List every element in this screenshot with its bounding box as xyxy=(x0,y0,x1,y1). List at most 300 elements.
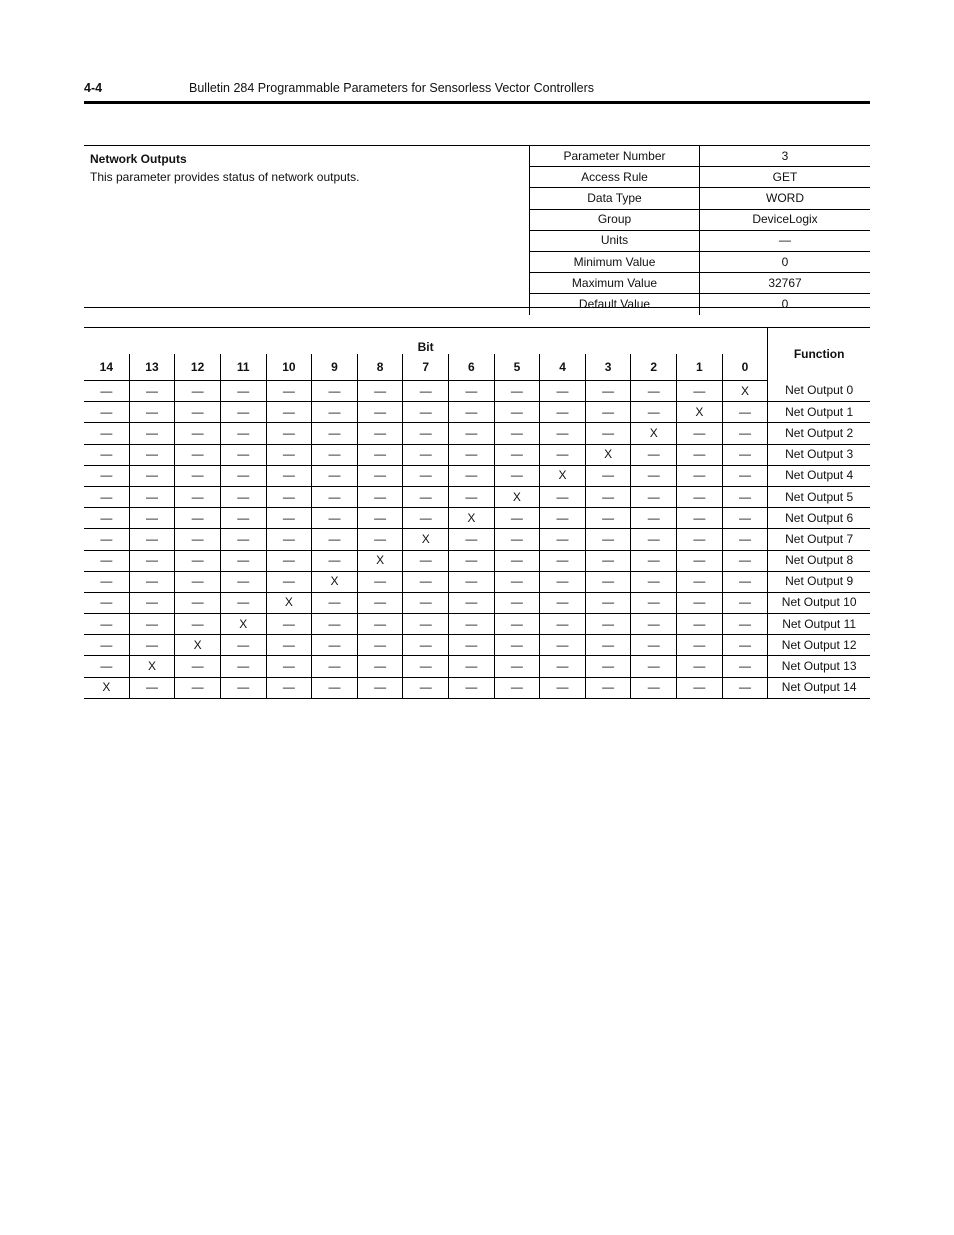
bit-number-header: 7 xyxy=(403,354,449,381)
bit-clear-marker: — xyxy=(585,614,631,635)
function-cell: Net Output 2 xyxy=(768,423,870,444)
bit-clear-marker: — xyxy=(266,423,312,444)
bit-clear-marker: — xyxy=(175,656,221,677)
property-row xyxy=(530,294,871,315)
bit-number-header: 3 xyxy=(585,354,631,381)
bit-clear-marker: — xyxy=(175,486,221,507)
bit-clear-marker: — xyxy=(494,592,540,613)
bit-clear-marker: — xyxy=(175,465,221,486)
bit-set-marker: X xyxy=(129,656,175,677)
bit-clear-marker: — xyxy=(357,571,403,592)
bit-set-marker: X xyxy=(631,423,677,444)
property-value: GET xyxy=(700,167,871,188)
function-cell: Net Output 5 xyxy=(768,486,870,507)
property-value: 0 xyxy=(700,251,871,272)
bit-clear-marker: — xyxy=(266,677,312,698)
bit-clear-marker: — xyxy=(494,402,540,423)
bit-clear-marker: — xyxy=(129,423,175,444)
bit-clear-marker: — xyxy=(175,402,221,423)
bit-clear-marker: — xyxy=(403,508,449,529)
table-row xyxy=(84,423,870,444)
bit-clear-marker: — xyxy=(357,635,403,656)
bit-clear-marker: — xyxy=(403,381,449,402)
bit-clear-marker: — xyxy=(220,677,266,698)
bit-clear-marker: — xyxy=(494,423,540,444)
property-row xyxy=(530,146,871,167)
bit-clear-marker: — xyxy=(84,614,129,635)
bit-clear-marker: — xyxy=(403,423,449,444)
bit-clear-marker: — xyxy=(403,571,449,592)
property-row xyxy=(530,167,871,188)
bit-clear-marker: — xyxy=(84,508,129,529)
bit-clear-marker: — xyxy=(494,677,540,698)
bit-clear-marker: — xyxy=(403,635,449,656)
bit-clear-marker: — xyxy=(357,656,403,677)
bit-header: Bit xyxy=(417,340,434,354)
bit-clear-marker: — xyxy=(585,656,631,677)
bit-clear-marker: — xyxy=(722,508,768,529)
bit-clear-marker: — xyxy=(449,635,495,656)
bit-clear-marker: — xyxy=(585,486,631,507)
bit-number-header: 0 xyxy=(722,354,768,381)
bit-clear-marker: — xyxy=(175,571,221,592)
parameter-description: This parameter provides status of network outputs. xyxy=(90,170,360,184)
bit-number-header: 4 xyxy=(540,354,586,381)
bit-clear-marker: — xyxy=(357,423,403,444)
bit-clear-marker: — xyxy=(722,550,768,571)
bit-clear-marker: — xyxy=(312,508,358,529)
bit-clear-marker: — xyxy=(722,486,768,507)
bit-clear-marker: — xyxy=(677,423,723,444)
bit-clear-marker: — xyxy=(677,550,723,571)
bit-number-header: 6 xyxy=(449,354,495,381)
bit-number-header: 2 xyxy=(631,354,677,381)
bit-set-marker: X xyxy=(220,614,266,635)
bit-clear-marker: — xyxy=(175,381,221,402)
bit-clear-marker: — xyxy=(220,571,266,592)
table-row xyxy=(84,508,870,529)
function-cell: Net Output 13 xyxy=(768,656,870,677)
bit-clear-marker: — xyxy=(357,614,403,635)
bit-clear-marker: — xyxy=(722,635,768,656)
bit-clear-marker: — xyxy=(220,550,266,571)
bit-clear-marker: — xyxy=(266,508,312,529)
bit-set-marker: X xyxy=(403,529,449,550)
bit-clear-marker: — xyxy=(129,614,175,635)
parameter-summary xyxy=(90,150,359,186)
bit-clear-marker: — xyxy=(312,635,358,656)
bit-clear-marker: — xyxy=(84,592,129,613)
table-row xyxy=(84,635,870,656)
bit-clear-marker: — xyxy=(266,465,312,486)
property-value: — xyxy=(700,230,871,251)
function-cell: Net Output 4 xyxy=(768,465,870,486)
bit-clear-marker: — xyxy=(677,571,723,592)
bit-set-marker: X xyxy=(677,402,723,423)
bit-clear-marker: — xyxy=(175,677,221,698)
bit-clear-marker: — xyxy=(677,444,723,465)
bit-clear-marker: — xyxy=(312,465,358,486)
function-cell: Net Output 3 xyxy=(768,444,870,465)
bit-clear-marker: — xyxy=(220,656,266,677)
bit-clear-marker: — xyxy=(677,381,723,402)
bit-clear-marker: — xyxy=(266,529,312,550)
bit-clear-marker: — xyxy=(84,381,129,402)
bit-set-marker: X xyxy=(449,508,495,529)
bit-clear-marker: — xyxy=(357,402,403,423)
bit-clear-marker: — xyxy=(722,529,768,550)
function-cell: Net Output 6 xyxy=(768,508,870,529)
bit-clear-marker: — xyxy=(631,592,677,613)
bit-clear-marker: — xyxy=(722,571,768,592)
table-row xyxy=(84,444,870,465)
bit-clear-marker: — xyxy=(84,465,129,486)
property-label: Default Value xyxy=(530,294,700,315)
bit-set-marker: X xyxy=(494,486,540,507)
bit-clear-marker: — xyxy=(312,423,358,444)
table-row xyxy=(84,677,870,698)
bit-clear-marker: — xyxy=(540,592,586,613)
bit-clear-marker: — xyxy=(494,550,540,571)
bit-clear-marker: — xyxy=(220,444,266,465)
bit-clear-marker: — xyxy=(540,614,586,635)
table-row xyxy=(84,529,870,550)
bit-clear-marker: — xyxy=(722,444,768,465)
bit-function-table xyxy=(84,327,870,699)
bit-clear-marker: — xyxy=(129,381,175,402)
bit-clear-marker: — xyxy=(631,614,677,635)
bit-clear-marker: — xyxy=(722,465,768,486)
bit-clear-marker: — xyxy=(631,508,677,529)
bit-clear-marker: — xyxy=(585,529,631,550)
bit-clear-marker: — xyxy=(175,592,221,613)
property-row xyxy=(530,209,871,230)
bit-clear-marker: — xyxy=(312,381,358,402)
bit-clear-marker: — xyxy=(266,486,312,507)
property-label: Access Rule xyxy=(530,167,700,188)
bit-clear-marker: — xyxy=(220,486,266,507)
bit-clear-marker: — xyxy=(403,592,449,613)
bit-clear-marker: — xyxy=(266,656,312,677)
property-row xyxy=(530,251,871,272)
bit-clear-marker: — xyxy=(129,677,175,698)
bit-clear-marker: — xyxy=(357,529,403,550)
property-value: 32767 xyxy=(700,273,871,294)
bit-clear-marker: — xyxy=(129,635,175,656)
bit-clear-marker: — xyxy=(403,465,449,486)
bit-set-marker: X xyxy=(312,571,358,592)
running-title: Bulletin 284 Programmable Parameters for Sensorless Vector Controllers xyxy=(189,81,595,95)
bit-clear-marker: — xyxy=(449,381,495,402)
bit-clear-marker: — xyxy=(585,402,631,423)
table-row xyxy=(84,614,870,635)
bit-clear-marker: — xyxy=(540,529,586,550)
bit-clear-marker: — xyxy=(677,677,723,698)
bit-clear-marker: — xyxy=(266,635,312,656)
bit-clear-marker: — xyxy=(631,402,677,423)
bit-clear-marker: — xyxy=(403,402,449,423)
bit-clear-marker: — xyxy=(129,465,175,486)
bit-clear-marker: — xyxy=(540,571,586,592)
bit-clear-marker: — xyxy=(540,486,586,507)
bit-number-header: 8 xyxy=(357,354,403,381)
function-cell: Net Output 14 xyxy=(768,677,870,698)
bit-clear-marker: — xyxy=(449,677,495,698)
bit-clear-marker: — xyxy=(540,402,586,423)
bit-clear-marker: — xyxy=(585,635,631,656)
bit-clear-marker: — xyxy=(585,550,631,571)
bit-clear-marker: — xyxy=(449,529,495,550)
table-row xyxy=(84,465,870,486)
bit-clear-marker: — xyxy=(631,656,677,677)
bit-clear-marker: — xyxy=(631,635,677,656)
function-cell: Net Output 7 xyxy=(768,529,870,550)
bit-clear-marker: — xyxy=(220,381,266,402)
property-row xyxy=(530,230,871,251)
bit-set-marker: X xyxy=(266,592,312,613)
bit-clear-marker: — xyxy=(631,550,677,571)
bit-clear-marker: — xyxy=(129,444,175,465)
property-value: 0 xyxy=(781,296,789,311)
bit-clear-marker: — xyxy=(129,592,175,613)
bit-clear-marker: — xyxy=(722,423,768,444)
bit-clear-marker: — xyxy=(677,656,723,677)
function-cell: Net Output 11 xyxy=(768,614,870,635)
bit-clear-marker: — xyxy=(631,486,677,507)
bit-clear-marker: — xyxy=(175,423,221,444)
bit-clear-marker: — xyxy=(722,677,768,698)
bit-clear-marker: — xyxy=(449,486,495,507)
property-label: Group xyxy=(530,209,700,230)
bit-clear-marker: — xyxy=(449,614,495,635)
bit-clear-marker: — xyxy=(175,529,221,550)
bit-set-marker: X xyxy=(585,444,631,465)
bit-clear-marker: — xyxy=(540,677,586,698)
function-cell: Net Output 12 xyxy=(768,635,870,656)
bit-set-marker: X xyxy=(722,381,768,402)
bit-clear-marker: — xyxy=(266,381,312,402)
bit-clear-marker: — xyxy=(266,402,312,423)
bit-clear-marker: — xyxy=(449,592,495,613)
bit-clear-marker: — xyxy=(449,465,495,486)
property-value: WORD xyxy=(700,188,871,209)
property-value: 3 xyxy=(700,146,871,167)
bit-clear-marker: — xyxy=(631,444,677,465)
property-label: Units xyxy=(530,230,700,251)
bit-clear-marker: — xyxy=(403,550,449,571)
bit-clear-marker: — xyxy=(357,592,403,613)
bit-clear-marker: — xyxy=(220,529,266,550)
bit-clear-marker: — xyxy=(84,402,129,423)
bit-clear-marker: — xyxy=(494,635,540,656)
bit-clear-marker: — xyxy=(312,402,358,423)
bit-number-header: 13 xyxy=(129,354,175,381)
bit-clear-marker: — xyxy=(84,635,129,656)
bit-clear-marker: — xyxy=(403,614,449,635)
bit-clear-marker: — xyxy=(220,423,266,444)
parameter-properties-table xyxy=(529,146,870,315)
bit-clear-marker: — xyxy=(403,677,449,698)
bit-clear-marker: — xyxy=(677,529,723,550)
bit-clear-marker: — xyxy=(540,635,586,656)
bit-clear-marker: — xyxy=(677,614,723,635)
bit-clear-marker: — xyxy=(220,508,266,529)
bit-clear-marker: — xyxy=(677,486,723,507)
bit-clear-marker: — xyxy=(220,592,266,613)
property-row xyxy=(530,188,871,209)
bit-clear-marker: — xyxy=(84,571,129,592)
bit-clear-marker: — xyxy=(722,592,768,613)
bit-clear-marker: — xyxy=(677,465,723,486)
bit-clear-marker: — xyxy=(266,550,312,571)
bit-clear-marker: — xyxy=(312,592,358,613)
parameter-block xyxy=(84,145,870,311)
bit-clear-marker: — xyxy=(175,508,221,529)
bit-clear-marker: — xyxy=(403,486,449,507)
bit-clear-marker: — xyxy=(631,571,677,592)
bit-clear-marker: — xyxy=(494,508,540,529)
bit-clear-marker: — xyxy=(84,656,129,677)
bit-clear-marker: — xyxy=(357,381,403,402)
bit-clear-marker: — xyxy=(449,423,495,444)
bit-set-marker: X xyxy=(102,680,111,695)
bit-clear-marker: — xyxy=(540,423,586,444)
bit-clear-marker: — xyxy=(312,529,358,550)
table-row xyxy=(84,571,870,592)
bit-clear-marker: — xyxy=(403,656,449,677)
bit-clear-marker: — xyxy=(266,444,312,465)
bit-clear-marker: — xyxy=(129,402,175,423)
property-row xyxy=(530,273,871,294)
bit-clear-marker: — xyxy=(677,508,723,529)
bit-clear-marker: — xyxy=(84,529,129,550)
bit-set-marker: X xyxy=(540,465,586,486)
bit-clear-marker: — xyxy=(84,423,129,444)
bit-clear-marker: — xyxy=(540,550,586,571)
bit-clear-marker: — xyxy=(220,465,266,486)
property-label: Data Type xyxy=(530,188,700,209)
bit-set-marker: X xyxy=(175,635,221,656)
bit-clear-marker: — xyxy=(677,635,723,656)
parameter-name: Network Outputs xyxy=(90,152,187,166)
bit-clear-marker: — xyxy=(312,656,358,677)
bit-clear-marker: — xyxy=(357,508,403,529)
bit-number-header: 14 xyxy=(84,354,129,381)
bit-clear-marker: — xyxy=(129,508,175,529)
table-row xyxy=(84,402,870,423)
bit-clear-marker: — xyxy=(449,571,495,592)
bit-clear-marker: — xyxy=(494,529,540,550)
bit-number-header: 1 xyxy=(677,354,723,381)
bit-clear-marker: — xyxy=(585,508,631,529)
bit-clear-marker: — xyxy=(449,444,495,465)
bit-number-header: 9 xyxy=(312,354,358,381)
table-row xyxy=(84,381,870,402)
bit-clear-marker: — xyxy=(722,402,768,423)
table-row xyxy=(84,550,870,571)
bit-number-header: 10 xyxy=(266,354,312,381)
page-header xyxy=(84,80,870,104)
bit-clear-marker: — xyxy=(357,486,403,507)
function-cell: Net Output 10 xyxy=(768,592,870,613)
table-row xyxy=(84,656,870,677)
bit-clear-marker: — xyxy=(357,677,403,698)
page-number: 4-4 xyxy=(84,81,103,95)
bit-clear-marker: — xyxy=(449,402,495,423)
bit-clear-marker: — xyxy=(585,592,631,613)
bit-clear-marker: — xyxy=(449,656,495,677)
bit-set-marker: X xyxy=(357,550,403,571)
function-cell: Net Output 1 xyxy=(768,402,870,423)
bit-clear-marker: — xyxy=(175,444,221,465)
property-label: Parameter Number xyxy=(530,146,700,167)
function-header: Function xyxy=(768,328,870,381)
table-row xyxy=(84,486,870,507)
bit-clear-marker: — xyxy=(494,571,540,592)
bit-clear-marker: — xyxy=(175,550,221,571)
bit-clear-marker: — xyxy=(494,465,540,486)
table-row xyxy=(84,592,870,613)
bit-clear-marker: — xyxy=(357,465,403,486)
bit-clear-marker: — xyxy=(585,381,631,402)
bit-clear-marker: — xyxy=(449,550,495,571)
function-cell: Net Output 9 xyxy=(768,571,870,592)
bit-clear-marker: — xyxy=(312,550,358,571)
bit-clear-marker: — xyxy=(84,550,129,571)
bit-clear-marker: — xyxy=(585,423,631,444)
bit-clear-marker: — xyxy=(220,402,266,423)
bit-clear-marker: — xyxy=(631,381,677,402)
bit-clear-marker: — xyxy=(494,444,540,465)
bit-clear-marker: — xyxy=(540,656,586,677)
bit-clear-marker: — xyxy=(84,444,129,465)
bit-clear-marker: — xyxy=(722,614,768,635)
bit-clear-marker: — xyxy=(266,571,312,592)
bit-clear-marker: — xyxy=(540,444,586,465)
bit-clear-marker: — xyxy=(129,571,175,592)
bit-clear-marker: — xyxy=(129,550,175,571)
bit-clear-marker: — xyxy=(129,486,175,507)
bit-clear-marker: — xyxy=(312,444,358,465)
bit-clear-marker: — xyxy=(585,571,631,592)
bit-clear-marker: — xyxy=(540,381,586,402)
function-cell: Net Output 8 xyxy=(768,550,870,571)
bit-clear-marker: — xyxy=(84,486,129,507)
bit-clear-marker: — xyxy=(312,677,358,698)
bit-clear-marker: — xyxy=(585,465,631,486)
bit-clear-marker: — xyxy=(220,635,266,656)
property-label: Minimum Value xyxy=(530,251,700,272)
bit-clear-marker: — xyxy=(357,444,403,465)
bit-clear-marker: — xyxy=(677,592,723,613)
bit-clear-marker: — xyxy=(129,529,175,550)
bit-number-header: 12 xyxy=(175,354,221,381)
function-cell: Net Output 0 xyxy=(768,381,870,402)
bit-number-header: 11 xyxy=(220,354,266,381)
bit-clear-marker: — xyxy=(494,614,540,635)
bit-clear-marker: — xyxy=(403,444,449,465)
bit-clear-marker: — xyxy=(585,677,631,698)
property-label: Maximum Value xyxy=(530,273,700,294)
bit-clear-marker: — xyxy=(631,677,677,698)
bit-number-header: 5 xyxy=(494,354,540,381)
bit-clear-marker: — xyxy=(722,656,768,677)
bit-clear-marker: — xyxy=(540,508,586,529)
bit-clear-marker: — xyxy=(631,465,677,486)
bit-clear-marker: — xyxy=(266,614,312,635)
property-value: DeviceLogix xyxy=(700,209,871,230)
bit-clear-marker: — xyxy=(175,614,221,635)
